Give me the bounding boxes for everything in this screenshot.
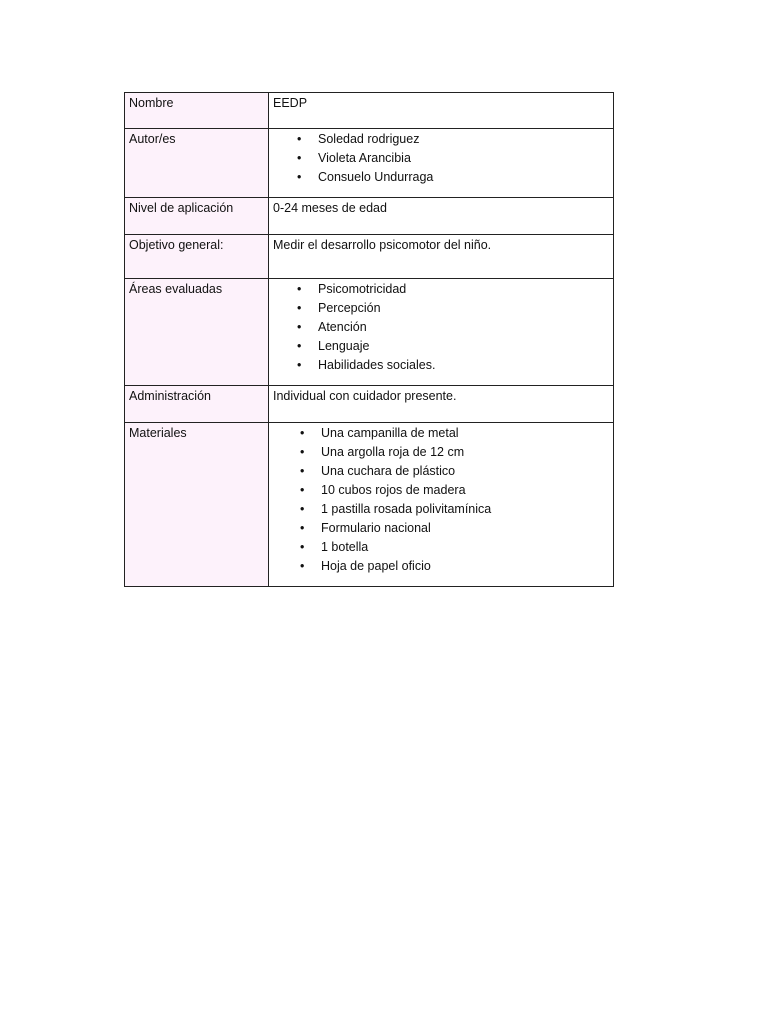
label-autores: Autor/es xyxy=(125,129,269,198)
value-nivel: 0-24 meses de edad xyxy=(269,198,614,235)
list-item: • Habilidades sociales. xyxy=(297,356,609,375)
label-materiales: Materiales xyxy=(125,423,269,587)
table-row-nivel xyxy=(125,198,614,235)
list-item: • Hoja de papel oficio xyxy=(300,557,609,576)
list-item: • Una campanilla de metal xyxy=(300,424,609,443)
list-item: • Psicomotricidad xyxy=(297,280,609,299)
list-item: • Consuelo Undurraga xyxy=(297,168,609,187)
list-item: • Percepción xyxy=(297,299,609,318)
list-item: • Violeta Arancibia xyxy=(297,149,609,168)
autores-list xyxy=(273,130,609,187)
list-item: • 1 pastilla rosada polivitamínica xyxy=(300,500,609,519)
table-row-nombre xyxy=(125,93,614,129)
label-nivel: Nivel de aplicación xyxy=(125,198,269,235)
list-item: • 1 botella xyxy=(300,538,609,557)
label-objetivo: Objetivo general: xyxy=(125,235,269,279)
list-item: • Soledad rodriguez xyxy=(297,130,609,149)
table-row-materiales xyxy=(125,423,614,587)
list-item: • Una argolla roja de 12 cm xyxy=(300,443,609,462)
list-item: • Formulario nacional xyxy=(300,519,609,538)
label-areas: Áreas evaluadas xyxy=(125,279,269,386)
value-nombre: EEDP xyxy=(269,93,614,129)
areas-list xyxy=(273,280,609,375)
table-row-administracion xyxy=(125,386,614,423)
value-autores xyxy=(269,129,614,198)
list-item: • Atención xyxy=(297,318,609,337)
table-row-objetivo xyxy=(125,235,614,279)
label-nombre: Nombre xyxy=(125,93,269,129)
table-row-areas xyxy=(125,279,614,386)
label-administracion: Administración xyxy=(125,386,269,423)
list-item: • 10 cubos rojos de madera xyxy=(300,481,609,500)
value-areas xyxy=(269,279,614,386)
value-administracion: Individual con cuidador presente. xyxy=(269,386,614,423)
table-row-autores xyxy=(125,129,614,198)
info-table xyxy=(124,92,614,587)
materiales-list xyxy=(273,424,609,576)
list-item: • Una cuchara de plástico xyxy=(300,462,609,481)
value-objetivo: Medir el desarrollo psicomotor del niño. xyxy=(269,235,614,279)
list-item: • Lenguaje xyxy=(297,337,609,356)
value-materiales xyxy=(269,423,614,587)
